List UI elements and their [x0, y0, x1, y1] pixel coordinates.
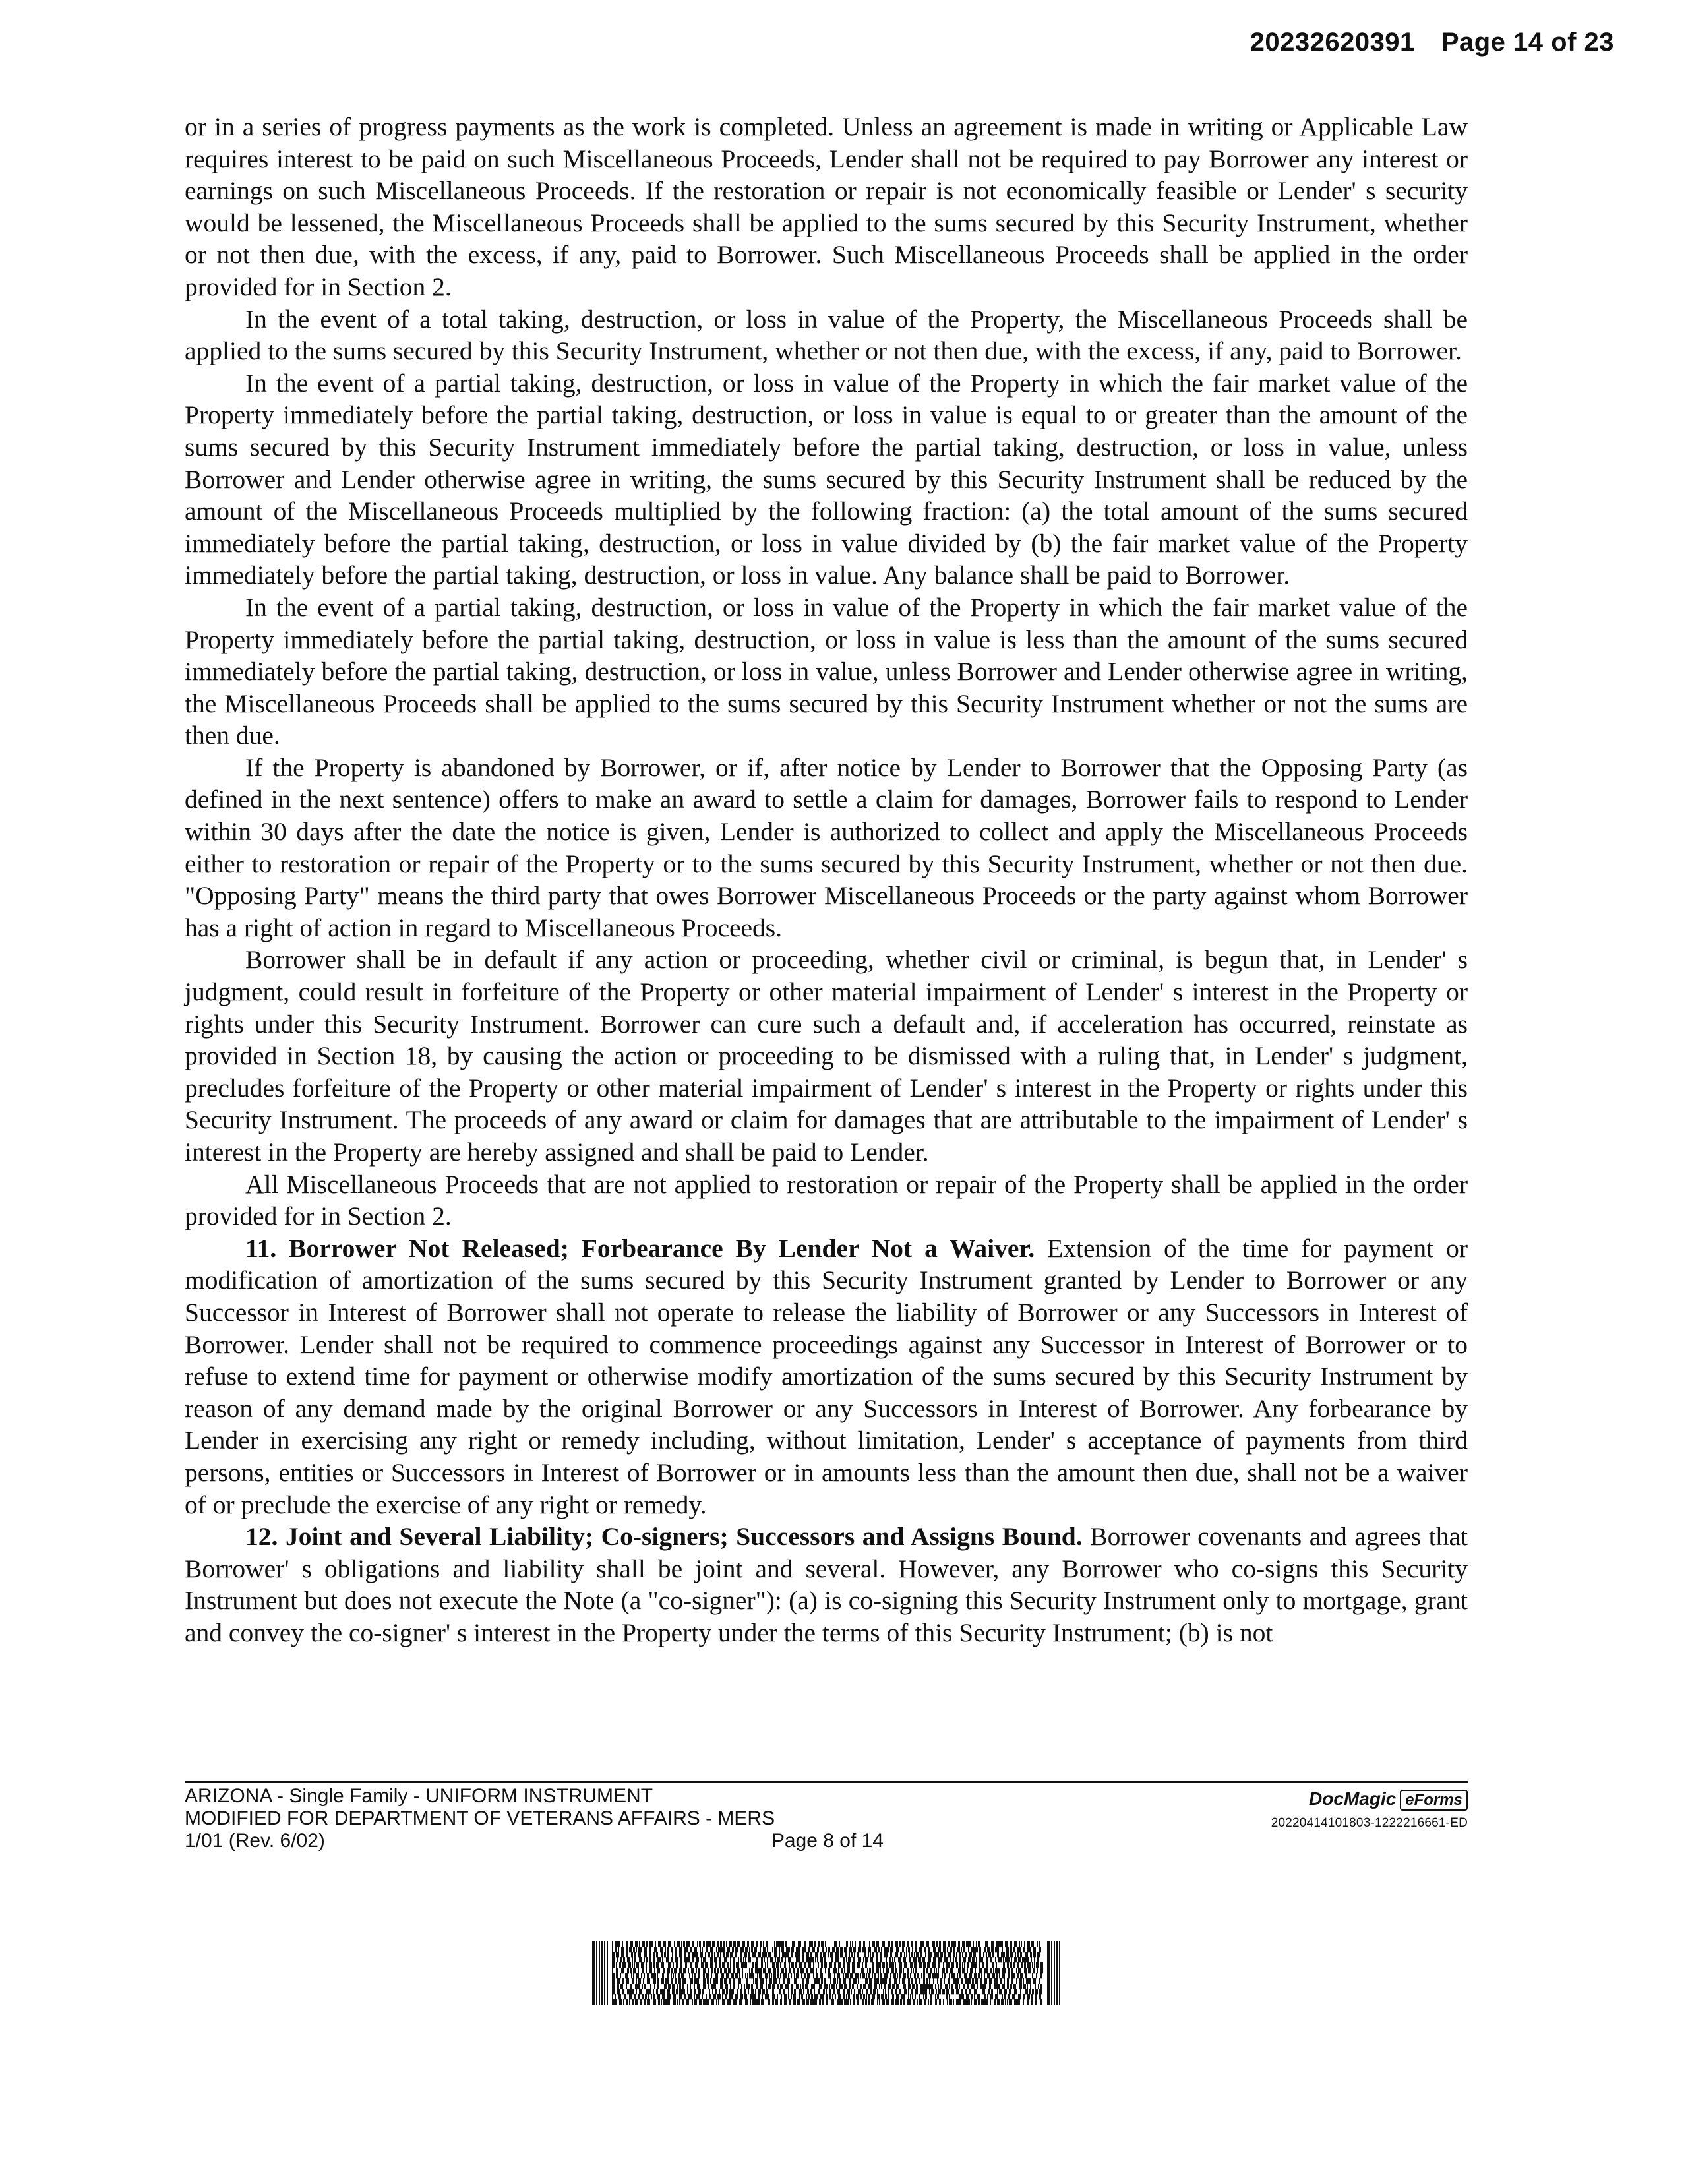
- section-11-body: Extension of the time for payment or modification of amortization of the sums secured by this Security Instrument granted by Lender to Borrower or any Successor in Interest of Borrower shall not operate to release the liability of Borrower or any Successors in Interest of Borrower. Lender shall not be required to commence proceedings against any Successor in Interest of Borrower or to refuse to extend time for payment or otherwise modify amortization of the sums secured by this Security Instrument by reason of any demand made by the original Borrower or any Successors in Interest of Borrower. Any forbearance by Lender in exercising any right or remedy including, without limitation, Lender' s acceptance of payments from third persons, entities or Successors in Interest of Borrower or in amounts less than the amount then due, shall not be a waiver of or preclude the exercise of any right or remedy.: [185, 1233, 1468, 1519]
- paragraph-continuation: or in a series of progress payments as the work is completed. Unless an agreement is made in writing or Applicable Law requires interest to be paid on such Miscellaneous Proceeds, Lender shall not be required to pay Borrower any interest or earnings on such Miscellaneous Proceeds. If the restoration or repair is not economically feasible or Lender' s security would be lessened, the Miscellaneous Proceeds shall be applied to the sums secured by this Security Instrument, whether or not then due, with the excess, if any, paid to Borrower. Such Miscellaneous Proceeds shall be applied in the order provided for in Section 2.: [185, 112, 1468, 301]
- section-12-title: 12. Joint and Several Liability; Co-signers; Successors and Assigns Bound.: [245, 1522, 1083, 1552]
- eforms-logo: eForms: [1400, 1790, 1468, 1811]
- paragraph-application: All Miscellaneous Proceeds that are not applied to restoration or repair of the Property shall be applied in the order provided for in Section 2.: [185, 1169, 1468, 1231]
- section-11: [185, 1232, 1468, 1521]
- footer-form-info: [185, 1785, 910, 1852]
- docmagic-logo: [1271, 1788, 1468, 1811]
- document-id: 20220414101803-1222216661-ED: [1271, 1816, 1468, 1830]
- paragraph-total-taking: In the event of a total taking, destruction, or loss in value of the Property, the Miscellaneous Proceeds shall be applied to the sums secured by this Security Instrument, whether or not then due, with the excess, if any, paid to Borrower.: [185, 304, 1468, 366]
- footer-line-1: ARIZONA - Single Family - UNIFORM INSTRUMENT: [185, 1785, 653, 1807]
- footer-line-2: MODIFIED FOR DEPARTMENT OF VETERANS AFFAIRS - MERS: [185, 1807, 775, 1829]
- document-number: 20232620391: [1250, 28, 1415, 57]
- brand-name: DocMagic: [1309, 1788, 1397, 1809]
- recording-header: [1250, 28, 1614, 57]
- section-12: [185, 1521, 1468, 1649]
- footer-branding: [1271, 1788, 1468, 1831]
- barcode-image: [592, 1941, 1062, 2005]
- footer-page-number: Page 8 of 14: [771, 1830, 884, 1852]
- recording-page-label: Page 14 of 23: [1441, 28, 1614, 57]
- section-11-title: 11. Borrower Not Released; Forbearance By Lender Not a Waiver.: [245, 1233, 1035, 1263]
- footer-divider: [185, 1781, 1468, 1783]
- section-12-body: Borrower covenants and agrees that Borrower' s obligations and liability shall be joint and several. However, any Borrower who co-signs this Security Instrument but does not execute the Note (a "co-signer"): (a) is co-signing this Security Instrument only to mortgage, grant and convey the co-signer' s interest in the Property under the terms of this Security Instrument; (b) is not: [185, 1522, 1468, 1647]
- document-body: [185, 111, 1468, 1649]
- footer-line-3: [185, 1830, 884, 1852]
- paragraph-abandonment: If the Property is abandoned by Borrower, or if, after notice by Lender to Borrower that the Opposing Party (as defined in the next sentence) offers to make an award to settle a claim for damages, Borrower fails to respond to Lender within 30 days after the date the notice is given, Lender is authorized to collect and apply the Miscellaneous Proceeds either to restoration or repair of the Property or to the sums secured by this Security Instrument, whether or not then due. "Opposing Party" means the third party that owes Borrower Miscellaneous Proceeds or the party against whom Borrower has a right of action in regard to Miscellaneous Proceeds.: [185, 752, 1468, 942]
- paragraph-partial-taking-less: In the event of a partial taking, destruction, or loss in value of the Property in which the fair market value of the Property immediately before the partial taking, destruction, or loss in value is less than the amount of the sums secured immediately before the partial taking, destruction, or loss in value, unless Borrower and Lender otherwise agree in writing, the Miscellaneous Proceeds shall be applied to the sums secured by this Security Instrument whether or not the sums are then due.: [185, 592, 1468, 750]
- paragraph-partial-taking-greater: In the event of a partial taking, destruction, or loss in value of the Property in which the fair market value of the Property immediately before the partial taking, destruction, or loss in value is equal to or greater than the amount of the sums secured by this Security Instrument immediately before the partial taking, destruction, or loss in value, unless Borrower and Lender otherwise agree in writing, the sums secured by this Security Instrument shall be reduced by the amount of the Miscellaneous Proceeds multiplied by the following fraction: (a) the total amount of the sums secured immediately before the partial taking, destruction, or loss in value divided by (b) the fair market value of the Property immediately before the partial taking, destruction, or loss in value. Any balance shall be paid to Borrower.: [185, 368, 1468, 590]
- footer-revision: 1/01 (Rev. 6/02): [185, 1830, 325, 1852]
- paragraph-default: Borrower shall be in default if any action or proceeding, whether civil or criminal, is begun that, in Lender' s judgment, could result in forfeiture of the Property or other material impairment of Lender' s interest in the Property or rights under this Security Instrument. Borrower can cure such a default and, if acceleration has occurred, reinstate as provided in Section 18, by causing the action or proceeding to be dismissed with a ruling that, in Lender' s judgment, precludes forfeiture of the Property or other material impairment of Lender' s interest in the Property or rights under this Security Instrument. The proceeds of any award or claim for damages that are attributable to the impairment of Lender' s interest in the Property are hereby assigned and shall be paid to Lender.: [185, 945, 1468, 1167]
